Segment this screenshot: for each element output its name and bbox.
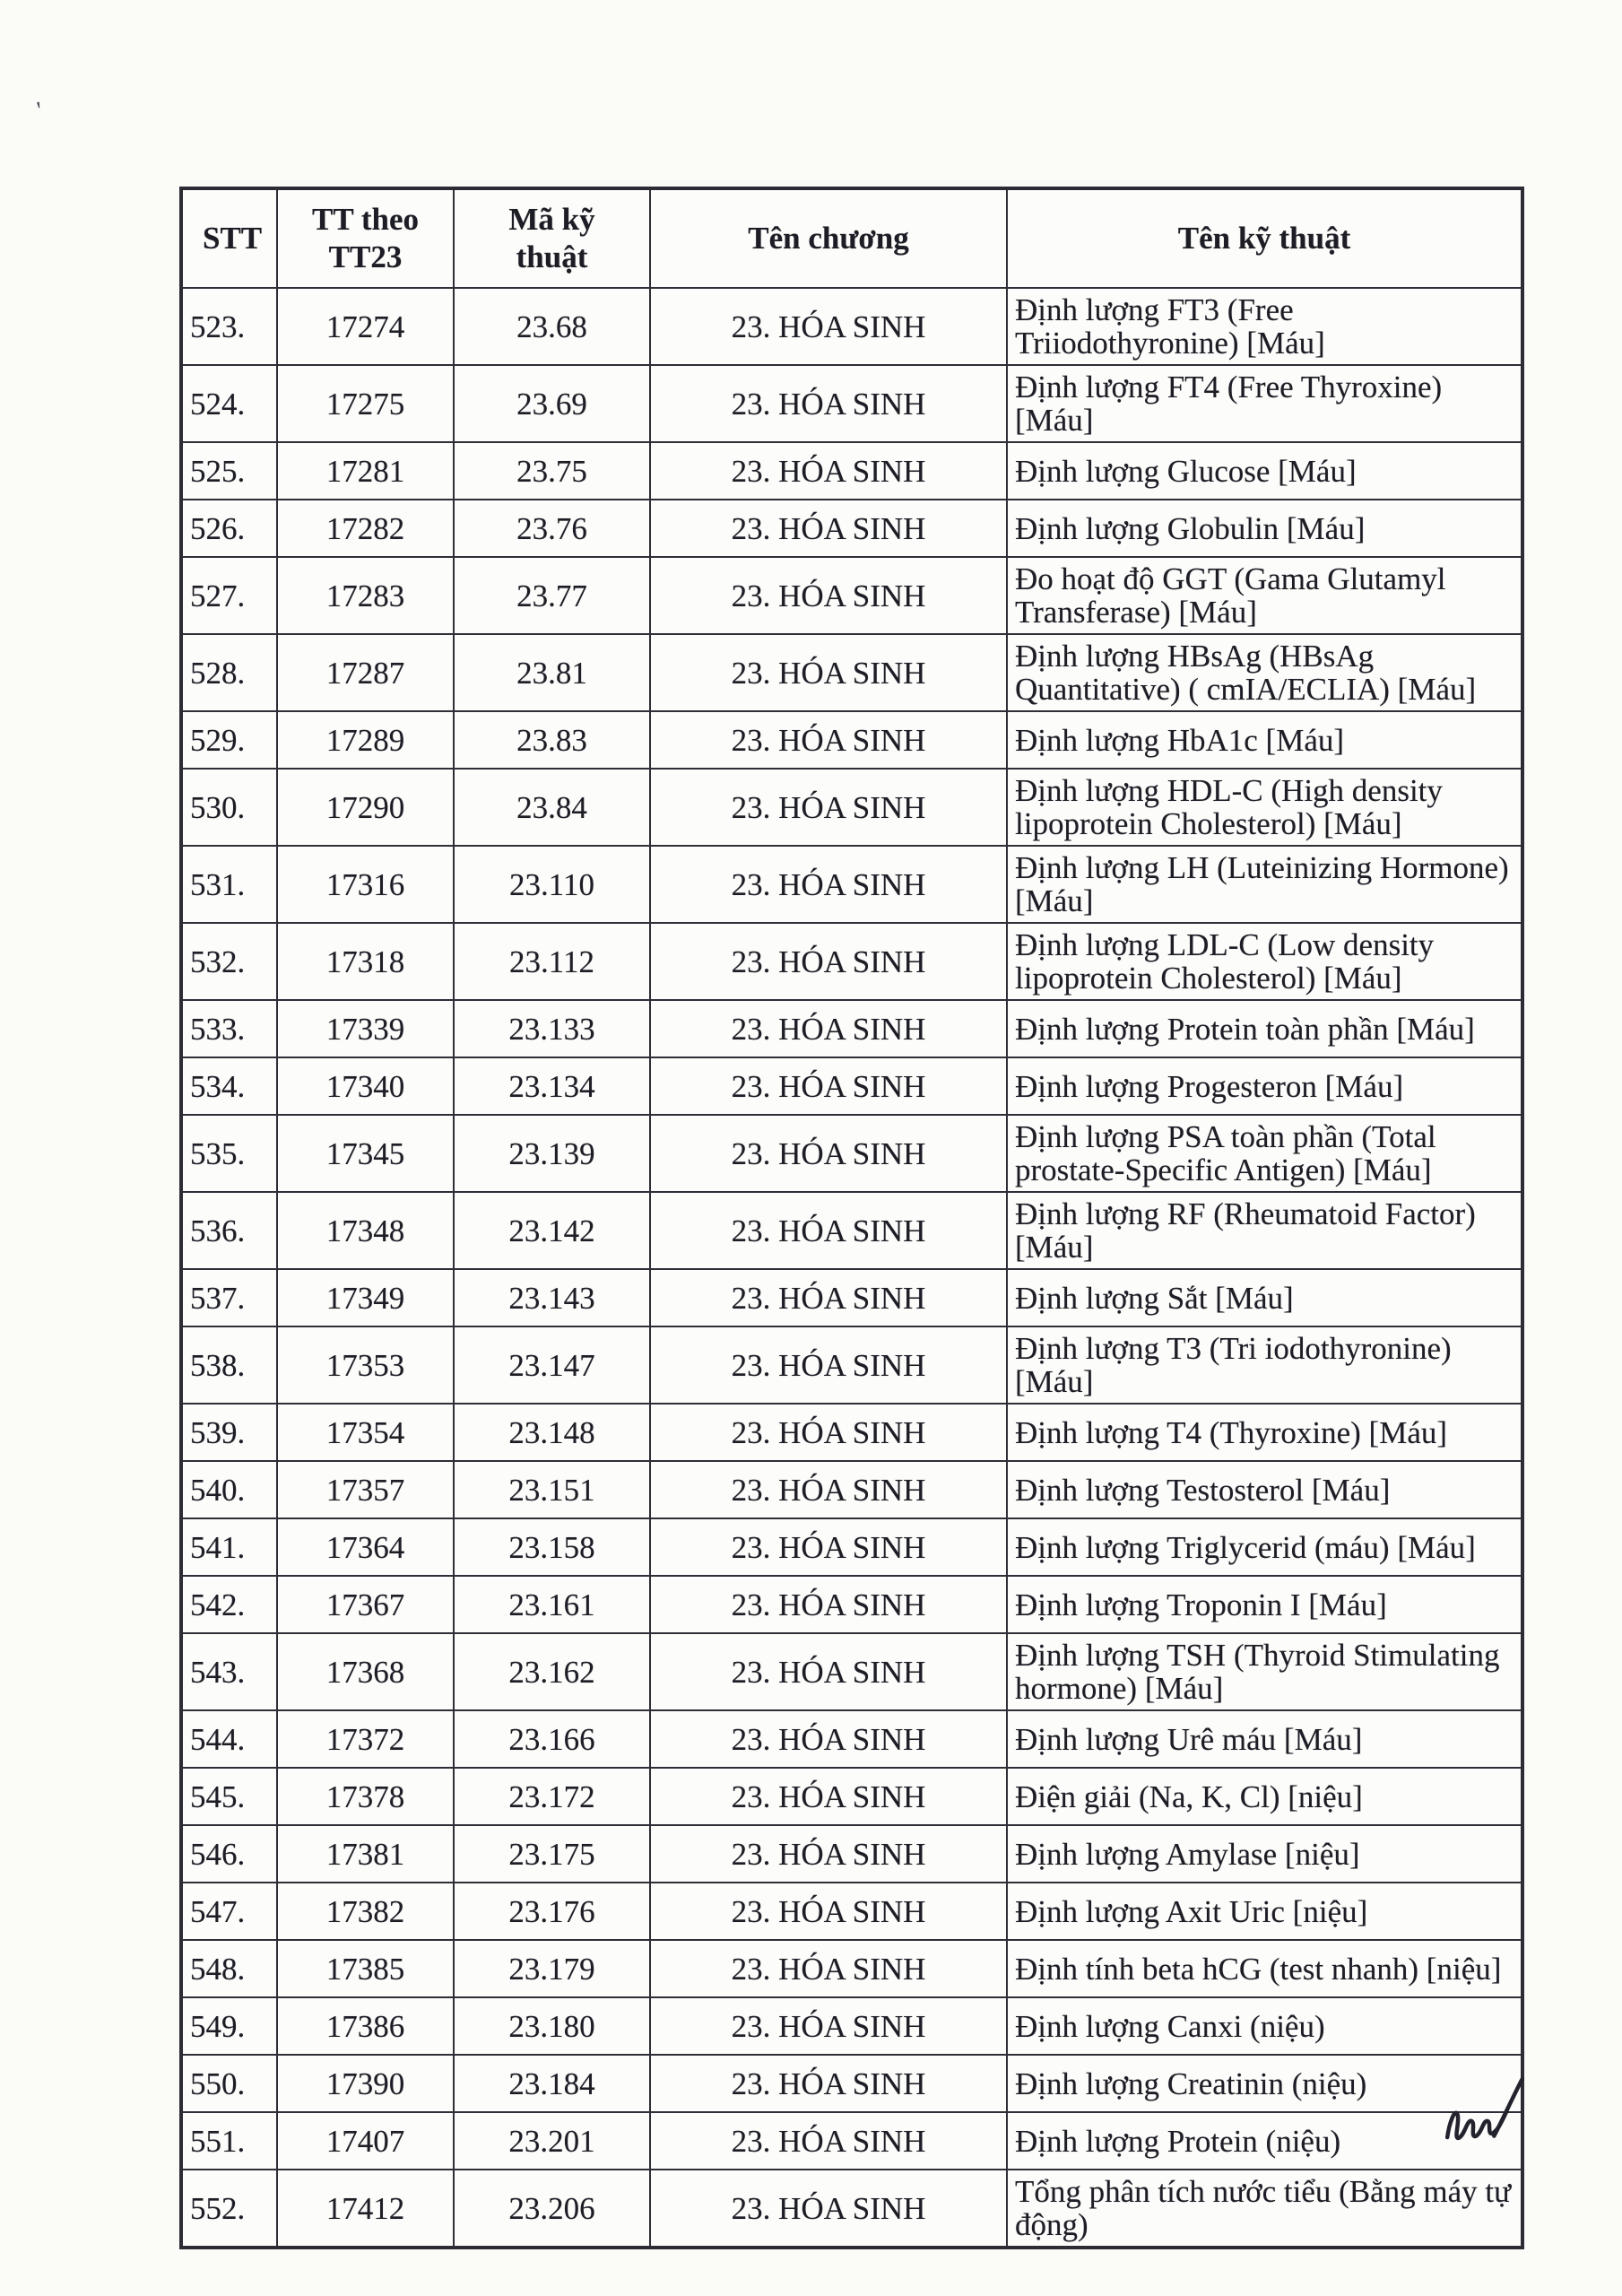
table-row: [181, 1404, 1522, 1461]
cell-stt: 526.: [181, 500, 277, 557]
cell-tt-theo-tt23: 17345: [277, 1115, 454, 1192]
cell-ten-chuong: 23. HÓA SINH: [650, 846, 1007, 923]
medical-techniques-table: [179, 187, 1524, 2249]
cell-stt: 525.: [181, 442, 277, 500]
cell-ten-ky-thuat: Định lượng HbA1c [Máu]: [1007, 711, 1522, 769]
cell-tt-theo-tt23: 17354: [277, 1404, 454, 1461]
cell-tt-theo-tt23: 17372: [277, 1710, 454, 1768]
cell-stt: 548.: [181, 1940, 277, 1997]
table-row: [181, 1326, 1522, 1404]
table-row: [181, 442, 1522, 500]
cell-stt: 527.: [181, 557, 277, 634]
cell-ma-ky-thuat: 23.75: [454, 442, 650, 500]
table-row: [181, 1192, 1522, 1269]
cell-ten-chuong: 23. HÓA SINH: [650, 1404, 1007, 1461]
cell-ma-ky-thuat: 23.112: [454, 923, 650, 1000]
cell-tt-theo-tt23: 17386: [277, 1997, 454, 2055]
cell-ten-chuong: 23. HÓA SINH: [650, 2170, 1007, 2248]
cell-ten-ky-thuat: Định lượng Urê máu [Máu]: [1007, 1710, 1522, 1768]
table-row: [181, 1576, 1522, 1633]
cell-stt: 536.: [181, 1192, 277, 1269]
table-row: [181, 1518, 1522, 1576]
cell-ten-ky-thuat: Điện giải (Na, K, Cl) [niệu]: [1007, 1768, 1522, 1825]
cell-tt-theo-tt23: 17390: [277, 2055, 454, 2112]
cell-ten-chuong: 23. HÓA SINH: [650, 2055, 1007, 2112]
cell-ten-ky-thuat: Định lượng TSH (Thyroid Stimulating hormone) [Máu]: [1007, 1633, 1522, 1710]
cell-stt: 550.: [181, 2055, 277, 2112]
cell-stt: 531.: [181, 846, 277, 923]
cell-ten-chuong: 23. HÓA SINH: [650, 500, 1007, 557]
cell-ten-ky-thuat: Định lượng FT3 (Free Triiodothyronine) [Máu]: [1007, 288, 1522, 365]
cell-stt: 539.: [181, 1404, 277, 1461]
cell-ten-ky-thuat: Định lượng Glucose [Máu]: [1007, 442, 1522, 500]
handwritten-initials-mark: [1433, 2072, 1547, 2161]
cell-ten-ky-thuat: Định lượng T4 (Thyroxine) [Máu]: [1007, 1404, 1522, 1461]
cell-ma-ky-thuat: 23.110: [454, 846, 650, 923]
cell-stt: 551.: [181, 2112, 277, 2170]
header-cell-ten-ky-thuat: Tên kỹ thuật: [1007, 188, 1522, 288]
cell-ten-ky-thuat: Định lượng Globulin [Máu]: [1007, 500, 1522, 557]
cell-ten-ky-thuat: Định lượng Progesteron [Máu]: [1007, 1057, 1522, 1115]
cell-ten-ky-thuat: Định lượng LH (Luteinizing Hormone) [Máu]: [1007, 846, 1522, 923]
cell-stt: 535.: [181, 1115, 277, 1192]
cell-ten-ky-thuat: Định lượng FT4 (Free Thyroxine) [Máu]: [1007, 365, 1522, 442]
cell-ma-ky-thuat: 23.161: [454, 1576, 650, 1633]
cell-ten-chuong: 23. HÓA SINH: [650, 711, 1007, 769]
table-row: [181, 923, 1522, 1000]
table-row: [181, 2170, 1522, 2248]
cell-ten-ky-thuat: Định lượng PSA toàn phần (Total prostate-Specific Antigen) [Máu]: [1007, 1115, 1522, 1192]
table-row: [181, 1269, 1522, 1326]
cell-ten-chuong: 23. HÓA SINH: [650, 1000, 1007, 1057]
cell-tt-theo-tt23: 17287: [277, 634, 454, 711]
cell-ten-chuong: 23. HÓA SINH: [650, 634, 1007, 711]
cell-ten-chuong: 23. HÓA SINH: [650, 1192, 1007, 1269]
cell-ten-chuong: 23. HÓA SINH: [650, 1633, 1007, 1710]
cell-stt: 529.: [181, 711, 277, 769]
cell-ten-chuong: 23. HÓA SINH: [650, 1518, 1007, 1576]
cell-tt-theo-tt23: 17339: [277, 1000, 454, 1057]
cell-ten-ky-thuat: Định lượng LDL-C (Low density lipoprotein Cholesterol) [Máu]: [1007, 923, 1522, 1000]
cell-tt-theo-tt23: 17281: [277, 442, 454, 500]
cell-stt: 549.: [181, 1997, 277, 2055]
cell-ma-ky-thuat: 23.151: [454, 1461, 650, 1518]
cell-tt-theo-tt23: 17282: [277, 500, 454, 557]
table-row: [181, 1883, 1522, 1940]
cell-ten-ky-thuat: Tổng phân tích nước tiểu (Bằng máy tự động): [1007, 2170, 1522, 2248]
cell-ma-ky-thuat: 23.162: [454, 1633, 650, 1710]
table-row: [181, 1633, 1522, 1710]
cell-tt-theo-tt23: 17340: [277, 1057, 454, 1115]
cell-tt-theo-tt23: 17353: [277, 1326, 454, 1404]
table-row: [181, 634, 1522, 711]
cell-ten-ky-thuat: Định lượng Triglycerid (máu) [Máu]: [1007, 1518, 1522, 1576]
cell-stt: 537.: [181, 1269, 277, 1326]
cell-ten-chuong: 23. HÓA SINH: [650, 1461, 1007, 1518]
cell-ma-ky-thuat: 23.83: [454, 711, 650, 769]
header-cell-tt-theo-tt23: TT theo TT23: [277, 188, 454, 288]
table-row: [181, 846, 1522, 923]
table-row: [181, 2055, 1522, 2112]
cell-ten-chuong: 23. HÓA SINH: [650, 1768, 1007, 1825]
cell-ten-chuong: 23. HÓA SINH: [650, 1883, 1007, 1940]
cell-ten-ky-thuat: Định lượng Creatinin (niệu): [1007, 2055, 1522, 2112]
cell-ma-ky-thuat: 23.81: [454, 634, 650, 711]
cell-ten-chuong: 23. HÓA SINH: [650, 1115, 1007, 1192]
cell-tt-theo-tt23: 17357: [277, 1461, 454, 1518]
cell-ten-ky-thuat: Định lượng HBsAg (HBsAg Quantitative) ( cmIA/ECLIA) [Máu]: [1007, 634, 1522, 711]
table-row: [181, 1461, 1522, 1518]
cell-ten-ky-thuat: Định lượng Troponin I [Máu]: [1007, 1576, 1522, 1633]
cell-stt: 534.: [181, 1057, 277, 1115]
cell-ma-ky-thuat: 23.206: [454, 2170, 650, 2248]
cell-ten-chuong: 23. HÓA SINH: [650, 769, 1007, 846]
cell-ma-ky-thuat: 23.134: [454, 1057, 650, 1115]
cell-tt-theo-tt23: 17407: [277, 2112, 454, 2170]
cell-ten-chuong: 23. HÓA SINH: [650, 1576, 1007, 1633]
cell-tt-theo-tt23: 17283: [277, 557, 454, 634]
cell-tt-theo-tt23: 17274: [277, 288, 454, 365]
cell-stt: 546.: [181, 1825, 277, 1883]
cell-tt-theo-tt23: 17275: [277, 365, 454, 442]
cell-ten-chuong: 23. HÓA SINH: [650, 1940, 1007, 1997]
cell-stt: 544.: [181, 1710, 277, 1768]
cell-ma-ky-thuat: 23.84: [454, 769, 650, 846]
cell-ten-ky-thuat: Định lượng Protein (niệu): [1007, 2112, 1522, 2170]
cell-tt-theo-tt23: 17364: [277, 1518, 454, 1576]
cell-ma-ky-thuat: 23.133: [454, 1000, 650, 1057]
cell-ma-ky-thuat: 23.142: [454, 1192, 650, 1269]
cell-ten-ky-thuat: Đo hoạt độ GGT (Gama Glutamyl Transferase) [Máu]: [1007, 557, 1522, 634]
table-row: [181, 1710, 1522, 1768]
cell-ten-ky-thuat: Định lượng Protein toàn phần [Máu]: [1007, 1000, 1522, 1057]
header-cell-ma-ky-thuat: Mã kỹ thuật: [454, 188, 650, 288]
header-cell-ten-chuong: Tên chương: [650, 188, 1007, 288]
cell-ten-ky-thuat: Định lượng HDL-C (High density lipoprotein Cholesterol) [Máu]: [1007, 769, 1522, 846]
cell-ten-chuong: 23. HÓA SINH: [650, 923, 1007, 1000]
cell-stt: 528.: [181, 634, 277, 711]
cell-ma-ky-thuat: 23.147: [454, 1326, 650, 1404]
cell-ma-ky-thuat: 23.69: [454, 365, 650, 442]
cell-stt: 532.: [181, 923, 277, 1000]
cell-ten-chuong: 23. HÓA SINH: [650, 1326, 1007, 1404]
table-row: [181, 1000, 1522, 1057]
cell-stt: 530.: [181, 769, 277, 846]
table-row: [181, 500, 1522, 557]
cell-ten-ky-thuat: Định lượng Axit Uric [niệu]: [1007, 1883, 1522, 1940]
cell-ma-ky-thuat: 23.68: [454, 288, 650, 365]
cell-stt: 552.: [181, 2170, 277, 2248]
cell-ten-ky-thuat: Định tính beta hCG (test nhanh) [niệu]: [1007, 1940, 1522, 1997]
cell-ten-chuong: 23. HÓA SINH: [650, 1269, 1007, 1326]
cell-ten-chuong: 23. HÓA SINH: [650, 442, 1007, 500]
cell-tt-theo-tt23: 17412: [277, 2170, 454, 2248]
cell-stt: 542.: [181, 1576, 277, 1633]
cell-ten-ky-thuat: Định lượng Testosterol [Máu]: [1007, 1461, 1522, 1518]
cell-stt: 524.: [181, 365, 277, 442]
table-row: [181, 711, 1522, 769]
cell-ma-ky-thuat: 23.139: [454, 1115, 650, 1192]
cell-ten-ky-thuat: Định lượng RF (Rheumatoid Factor) [Máu]: [1007, 1192, 1522, 1269]
cell-stt: 543.: [181, 1633, 277, 1710]
table-row: [181, 2112, 1522, 2170]
cell-ma-ky-thuat: 23.172: [454, 1768, 650, 1825]
cell-ten-chuong: 23. HÓA SINH: [650, 1997, 1007, 2055]
cell-tt-theo-tt23: 17378: [277, 1768, 454, 1825]
table-row: [181, 288, 1522, 365]
cell-tt-theo-tt23: 17316: [277, 846, 454, 923]
cell-stt: 547.: [181, 1883, 277, 1940]
cell-ten-chuong: 23. HÓA SINH: [650, 557, 1007, 634]
cell-ten-chuong: 23. HÓA SINH: [650, 1825, 1007, 1883]
cell-stt: 533.: [181, 1000, 277, 1057]
scan-artifact-mark: ': [34, 96, 46, 126]
cell-tt-theo-tt23: 17289: [277, 711, 454, 769]
cell-tt-theo-tt23: 17368: [277, 1633, 454, 1710]
technical-table-body: [181, 288, 1522, 2248]
cell-ten-chuong: 23. HÓA SINH: [650, 2112, 1007, 2170]
table-row: [181, 1768, 1522, 1825]
cell-ten-chuong: 23. HÓA SINH: [650, 1057, 1007, 1115]
table-header-row: [181, 188, 1522, 288]
cell-ten-ky-thuat: Định lượng T3 (Tri iodothyronine) [Máu]: [1007, 1326, 1522, 1404]
cell-tt-theo-tt23: 17367: [277, 1576, 454, 1633]
cell-ten-chuong: 23. HÓA SINH: [650, 1710, 1007, 1768]
table-row: [181, 557, 1522, 634]
cell-ma-ky-thuat: 23.175: [454, 1825, 650, 1883]
cell-ma-ky-thuat: 23.201: [454, 2112, 650, 2170]
header-cell-stt: STT: [181, 188, 277, 288]
table-row: [181, 365, 1522, 442]
cell-ma-ky-thuat: 23.76: [454, 500, 650, 557]
cell-ma-ky-thuat: 23.180: [454, 1997, 650, 2055]
cell-ten-ky-thuat: Định lượng Amylase [niệu]: [1007, 1825, 1522, 1883]
cell-ten-ky-thuat: Định lượng Sắt [Máu]: [1007, 1269, 1522, 1326]
table-row: [181, 1940, 1522, 1997]
cell-stt: 538.: [181, 1326, 277, 1404]
cell-ma-ky-thuat: 23.184: [454, 2055, 650, 2112]
table-row: [181, 1057, 1522, 1115]
cell-ma-ky-thuat: 23.77: [454, 557, 650, 634]
table-row: [181, 1997, 1522, 2055]
table-row: [181, 769, 1522, 846]
cell-stt: 541.: [181, 1518, 277, 1576]
cell-ma-ky-thuat: 23.143: [454, 1269, 650, 1326]
cell-ten-chuong: 23. HÓA SINH: [650, 288, 1007, 365]
cell-stt: 523.: [181, 288, 277, 365]
table-row: [181, 1115, 1522, 1192]
cell-ma-ky-thuat: 23.176: [454, 1883, 650, 1940]
cell-tt-theo-tt23: 17385: [277, 1940, 454, 1997]
cell-ma-ky-thuat: 23.179: [454, 1940, 650, 1997]
cell-tt-theo-tt23: 17382: [277, 1883, 454, 1940]
cell-ten-ky-thuat: Định lượng Canxi (niệu): [1007, 1997, 1522, 2055]
cell-tt-theo-tt23: 17348: [277, 1192, 454, 1269]
cell-ma-ky-thuat: 23.158: [454, 1518, 650, 1576]
cell-tt-theo-tt23: 17290: [277, 769, 454, 846]
cell-ma-ky-thuat: 23.166: [454, 1710, 650, 1768]
cell-tt-theo-tt23: 17318: [277, 923, 454, 1000]
cell-stt: 540.: [181, 1461, 277, 1518]
cell-stt: 545.: [181, 1768, 277, 1825]
table-row: [181, 1825, 1522, 1883]
cell-ten-chuong: 23. HÓA SINH: [650, 365, 1007, 442]
cell-ma-ky-thuat: 23.148: [454, 1404, 650, 1461]
cell-tt-theo-tt23: 17349: [277, 1269, 454, 1326]
cell-tt-theo-tt23: 17381: [277, 1825, 454, 1883]
